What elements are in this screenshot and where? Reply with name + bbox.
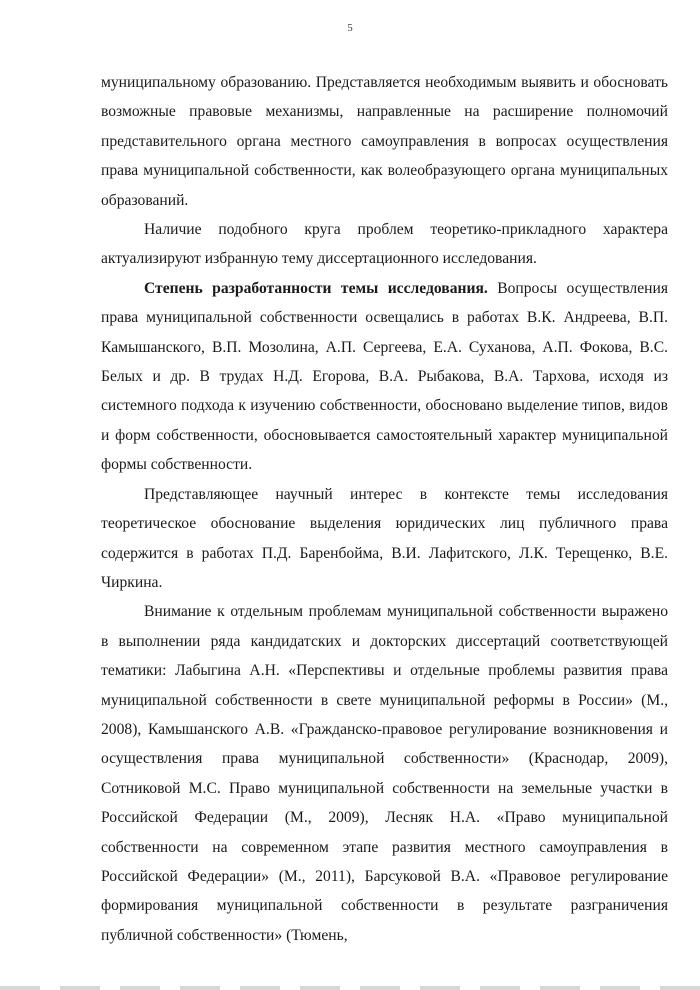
paragraph-text: Внимание к отдельным проблемам муниципальной собственности выражено в выполнении ряда кандидатских и докторских диссертаций соответствующей тематики: Лабыгина А.Н. «Перспективы и отдельные проблемы развития права муниципальной собственности в свете муниципальной реформы в России» (М., 2008), Камышанского А.В. «Гражданско-правовое регулирование возникновения и осуществления права муниципальной собственности» (Краснодар, 2009), Сотниковой М.С. Право муниципальной собственности на земельные участки в Российской Федерации (М., 2009), Лесняк Н.А. «Право муниципальной собственности на современном этапе развития местного самоуправления в Российской Федерации» (М., 2011), Барсуковой В.А. «Правовое регулирование формирования муниципальной собственности в результате разграничения публичной собственности» (Тюмень, [101,603,668,944]
paragraph-continuation [101,68,668,215]
paragraph-text: муниципальному образованию. Представляется необходимым выявить и обосновать возможные правовые механизмы, направленные на расширение полномочий представительного органа местного самоуправления в вопросах осуществления права муниципальной собственности, как волеобразующего органа муниципальных образований. [101,74,668,209]
paragraph-research-degree [101,274,668,480]
paragraph-lead-heading: Степень разработанности темы исследования. [144,279,488,297]
paragraph-text: Наличие подобного круга проблем теоретико-прикладного характера актуализируют избранную тему диссертационного исследования. [101,221,668,268]
paragraph-public-law-entities [101,480,668,598]
page-number: 5 [347,22,353,34]
paragraph-text: Представляющее научный интерес в контексте темы исследования теоретическое обоснование выделения юридических лиц публичного права содержится в работах П.Д. Баренбойма, В.И. Лафитского, Л.К. Терещенко, В.Е. Чиркина. [101,485,668,591]
paragraph-dissertations [101,597,668,950]
document-body [101,68,668,950]
scan-bottom-edge [0,986,700,990]
paragraph-text: Вопросы осуществления права муниципальной собственности освещались в работах В.К. Андреева, В.П. Камышанского, В.П. Мозолина, А.П. Сергеева, Е.А. Суханова, А.П. Фокова, В.С. Белых и др. В трудах Н.Д. Егорова, В.А. Рыбакова, В.А. Тархова, исходя из системного подхода к изучению собственности, обосновано выделение типов, видов и форм собственности, обосновывается самостоятельный характер муниципальной формы собственности. [101,279,668,474]
paragraph-relevance [101,215,668,274]
